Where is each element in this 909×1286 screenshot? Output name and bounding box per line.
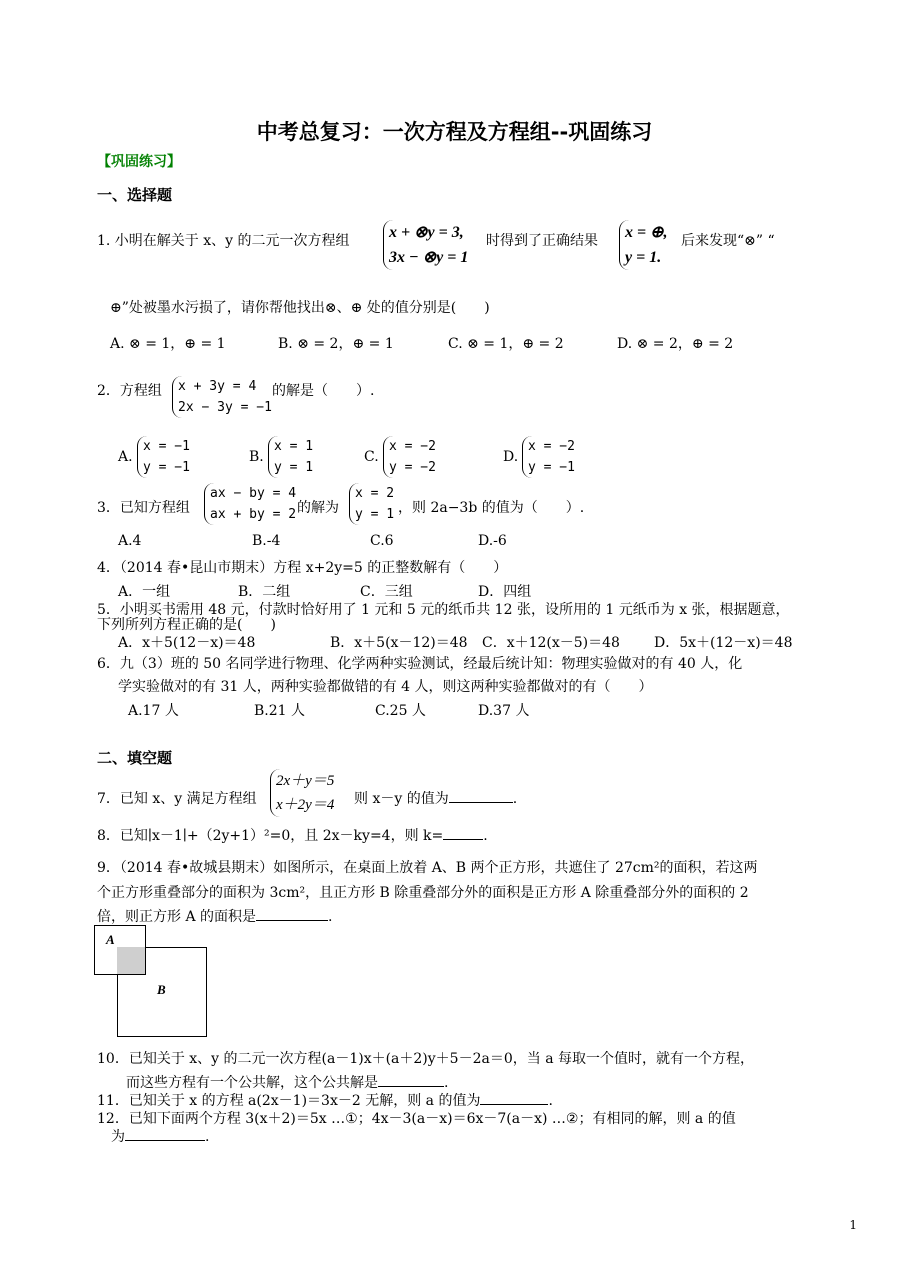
q3-system-2	[349, 483, 394, 525]
q7-suffix-text: 则 x－y 的值为	[354, 791, 449, 807]
q1-sys1-line: 3x − ⊗y = 1	[389, 249, 469, 266]
q5-option-c: C．x＋12(x－5)＝48	[482, 635, 620, 651]
q1-sys1-line: x + ⊗y = 3,	[389, 224, 464, 241]
q11-answer-blank	[480, 1092, 548, 1105]
q1-sys2-line: x = ⊕,	[625, 224, 668, 241]
q2-prefix: 2．方程组	[97, 383, 162, 399]
q8-line	[97, 825, 488, 845]
q1-option-c: C. ⊗ = 1，⊕ = 2	[448, 336, 564, 352]
q8-end: .	[483, 828, 488, 844]
q2-option-d	[522, 436, 575, 478]
q4-text: 4．（2014 春•昆山市期末）方程 x+2y=5 的正整数解有（ ）	[97, 560, 508, 576]
q2-option-d-label: D.	[503, 449, 519, 465]
q9-line3-wrap	[97, 906, 332, 926]
q2-option-a	[137, 436, 190, 478]
q12-line2: 为	[111, 1129, 125, 1145]
square-b-label: B	[157, 982, 166, 997]
section-tag: 【巩固练习】	[97, 154, 181, 170]
q2-option-c	[383, 436, 436, 478]
q1-option-d: D. ⊗ = 2，⊕ = 2	[617, 336, 734, 352]
q4-option-c: C．三组	[360, 584, 413, 600]
page-title: 中考总复习：一次方程及方程组--巩固练习	[256, 120, 653, 144]
q10-line2: 而这些方程有一个公共解，这个公共解是	[126, 1075, 378, 1091]
q7-prefix: 7．已知 x、y 满足方程组	[97, 791, 257, 807]
q9-line1: 9．（2014 春•故城县期末）如图所示，在桌面上放着 A、B 两个正方形，共遮住了 27cm²的面积，若这两	[97, 860, 758, 876]
q2-opt-line: y = −2	[389, 460, 436, 475]
q2-option-b	[268, 436, 313, 478]
q3-option-c: C.6	[370, 533, 394, 549]
q10-answer-blank	[378, 1074, 444, 1087]
q1-suffix: 后来发现“⊗” “	[681, 233, 775, 249]
q7-end: .	[512, 791, 518, 807]
q2-sys-line: x + 3y = 4	[178, 379, 257, 394]
q7-suffix	[354, 788, 517, 808]
q5-option-a: A．x＋5(12－x)＝48	[118, 635, 256, 651]
section-choice-heading: 一、选择题	[97, 186, 173, 204]
q7-sys-line: 2x＋y＝5	[276, 773, 335, 789]
q6-option-b: B.21 人	[254, 703, 306, 719]
q7-system	[270, 769, 334, 817]
q1-line2: ⊕”处被墨水污损了，请你帮他找出⊗、⊕ 处的值分别是( )	[110, 300, 490, 316]
q8-answer-blank	[443, 827, 483, 840]
q11-line	[97, 1090, 553, 1110]
q2-option-a-label: A.	[118, 449, 133, 465]
q2-opt-line: y = −1	[143, 460, 190, 475]
q1-option-a: A. ⊗ = 1，⊕ = 1	[110, 336, 226, 352]
square-a	[94, 925, 146, 975]
q2-suffix: 的解是（ ）.	[272, 383, 375, 399]
q3-sys1-line: ax + by = 2	[210, 507, 297, 522]
q2-opt-line: x = −1	[143, 439, 190, 454]
q2-opt-line: y = −1	[528, 460, 575, 475]
q3-suffix: ，则 2a−3b 的值为（ ）.	[398, 500, 585, 516]
section-fill-heading: 二、填空题	[97, 749, 173, 767]
q10-end: .	[444, 1075, 449, 1091]
q1-middle: 时得到了正确结果	[486, 233, 598, 249]
q6-line1: 6．九（3）班的 50 名同学进行物理、化学两种实验测试，经最后统计知：物理实验做对的有 40 人，化	[97, 656, 743, 672]
q5-line1: 5．小明买书需用 48 元，付款时恰好用了 1 元和 5 元的纸币共 12 张，设所用的 1 元纸币为 x 张，根据题意，	[97, 602, 790, 618]
q11-end: .	[548, 1093, 553, 1109]
q5-line2: 下列所列方程正确的是( )	[97, 617, 276, 633]
q2-opt-line: x = −2	[389, 439, 436, 454]
q7-answer-blank	[449, 790, 513, 803]
q3-option-a: A.4	[118, 533, 142, 549]
q6-line2: 学实验做对的有 31 人，两种实验都做错的有 4 人，则这两种实验都做对的有（ ）	[118, 679, 653, 695]
q1-system-2	[619, 220, 668, 270]
q7-sys-line: x＋2y＝4	[276, 797, 335, 813]
square-a-label: A	[106, 932, 115, 947]
q5-option-b: B．x＋5(x－12)＝48	[330, 635, 468, 651]
q1-prefix: 1. 小明在解关于 x、y 的二元一次方程组	[97, 233, 350, 249]
q3-sys2-line: x = 2	[355, 486, 395, 501]
q12-answer-blank	[125, 1128, 205, 1141]
q6-option-d: D.37 人	[478, 703, 530, 719]
q8-text: 8．已知∣x－1∣+（2y+1）²=0，且 2x－ky=4，则 k=	[97, 828, 444, 844]
q9-line3: 倍，则正方形 A 的面积是	[97, 909, 257, 925]
q10-line1: 10．已知关于 x、y 的二元一次方程(a－1)x＋(a＋2)y＋5－2a＝0，当 a 每取一个值时，就有一个方程，	[97, 1051, 754, 1067]
q10-line2-wrap	[126, 1072, 448, 1092]
q3-system-1	[204, 483, 296, 525]
q4-option-a: A．一组	[118, 584, 171, 600]
q3-sys2-line: y = 1	[355, 507, 395, 522]
q4-option-d: D．四组	[478, 584, 532, 600]
q9-end: .	[328, 909, 333, 925]
q11-text: 11．已知关于 x 的方程 a(2x－1)＝3x－2 无解，则 a 的值为	[97, 1093, 481, 1109]
q5-option-d: D．5x＋(12－x)＝48	[654, 635, 793, 651]
q12-end: .	[205, 1129, 210, 1145]
q3-prefix: 3．已知方程组	[97, 500, 190, 516]
q6-option-a: A.17 人	[128, 703, 179, 719]
q2-option-c-label: C.	[364, 449, 379, 465]
q2-system	[172, 376, 272, 418]
q2-opt-line: x = −2	[528, 439, 575, 454]
q1-sys2-line: y = 1.	[625, 249, 662, 266]
q3-option-b: B.-4	[252, 533, 281, 549]
q3-sys1-line: ax − by = 4	[210, 486, 297, 501]
q12-line2-wrap	[111, 1126, 209, 1146]
q12-line1: 12．已知下面两个方程 3(x＋2)＝5x …①；4x－3(a－x)＝6x－7(a－x) …②；有相同的解，则 a 的值	[97, 1111, 736, 1127]
q9-line2: 个正方形重叠部分的面积为 3cm²，且正方形 B 除重叠部分外的面积是正方形 A 除重叠部分外的面积的 2	[97, 885, 749, 901]
q2-opt-line: y = 1	[274, 460, 314, 475]
q2-sys-line: 2x − 3y = −1	[178, 400, 272, 415]
q4-option-b: B．二组	[238, 584, 291, 600]
q1-option-b: B. ⊗ = 2，⊕ = 1	[278, 336, 394, 352]
q2-opt-line: x = 1	[274, 439, 314, 454]
q1-system-1	[383, 220, 468, 270]
q6-option-c: C.25 人	[375, 703, 426, 719]
q2-option-b-label: B.	[249, 449, 264, 465]
q9-answer-blank	[256, 908, 328, 921]
q3-middle: 的解为	[297, 500, 339, 516]
q3-option-d: D.-6	[478, 533, 507, 549]
page-number: 1	[849, 1218, 857, 1232]
